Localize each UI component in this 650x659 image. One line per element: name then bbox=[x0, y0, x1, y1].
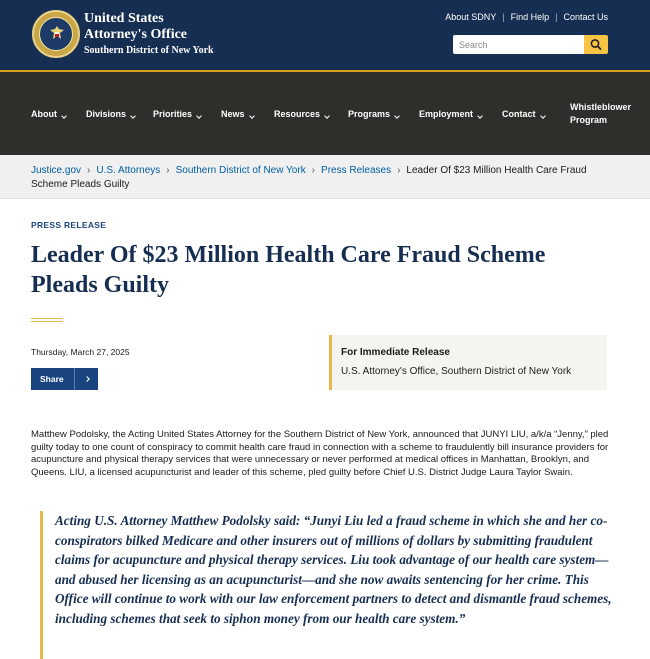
share-label: Share bbox=[40, 374, 64, 384]
nav-item-about[interactable] bbox=[31, 72, 66, 155]
breadcrumb-sdny[interactable]: Southern District of New York bbox=[175, 165, 306, 176]
nav-label: Priorities bbox=[153, 108, 193, 119]
chevron-down-icon bbox=[540, 113, 546, 119]
article-kicker: PRESS RELEASE bbox=[31, 220, 107, 230]
main-nav bbox=[0, 72, 650, 155]
chevron-down-icon bbox=[394, 113, 400, 119]
nav-item-divisions[interactable] bbox=[86, 72, 135, 155]
nav-label: Divisions bbox=[86, 108, 127, 119]
agency-name[interactable] bbox=[84, 11, 214, 59]
publish-date: Thursday, March 27, 2025 bbox=[31, 347, 130, 357]
release-heading: For Immediate Release bbox=[341, 347, 450, 358]
utility-links bbox=[445, 12, 608, 22]
agency-name-line1: United States bbox=[84, 11, 164, 26]
quote-text: Acting U.S. Attorney Matthew Podolsky said: “Junyi Liu led a fraud scheme in which she and her co-conspirators bilked Medicare and other insurers out of millions of dollars by submitting fraudulent claims for acupuncture and physical therapy services. Liu took advantage of our health care system—and abused her licensing as an acupuncturist—and she now awaits sentencing for her crime. This Office will continue to work with our law enforcement partners to detect and dismantle fraud schemes, including schemes that seek to siphon money from our health care system.” bbox=[55, 513, 612, 626]
breadcrumb-separator: › bbox=[311, 165, 316, 176]
nav-item-news[interactable] bbox=[221, 72, 254, 155]
nav-item-resources[interactable] bbox=[274, 72, 329, 155]
site-header bbox=[0, 0, 650, 70]
about-sdny-link[interactable]: About SDNY bbox=[445, 12, 497, 22]
doj-seal-logo[interactable] bbox=[32, 10, 80, 58]
nav-item-programs[interactable] bbox=[348, 72, 399, 155]
search-button[interactable] bbox=[584, 35, 608, 54]
nav-label: Resources bbox=[274, 108, 321, 119]
find-help-link[interactable]: Find Help bbox=[510, 12, 550, 22]
chevron-down-icon bbox=[130, 113, 136, 119]
separator: | bbox=[555, 12, 558, 22]
breadcrumb-separator: › bbox=[397, 165, 401, 176]
eagle-icon bbox=[49, 25, 65, 43]
breadcrumb-us-attorneys[interactable]: U.S. Attorneys bbox=[96, 165, 161, 176]
breadcrumb-separator: › bbox=[166, 165, 170, 176]
separator: | bbox=[502, 12, 505, 22]
chevron-right-icon bbox=[75, 377, 98, 381]
release-info-box bbox=[329, 335, 607, 390]
nav-label: News bbox=[221, 108, 245, 119]
nav-label: Programs bbox=[348, 108, 391, 119]
chevron-down-icon bbox=[196, 113, 202, 119]
chevron-down-icon bbox=[249, 113, 255, 119]
breadcrumb-current: Leader Of $23 Million Health Care Fraud Scheme Pleads Guilty bbox=[31, 165, 587, 190]
nav-label-line2: Program bbox=[570, 114, 608, 125]
breadcrumb-separator: › bbox=[87, 165, 91, 176]
chevron-down-icon bbox=[324, 113, 330, 119]
breadcrumb bbox=[0, 155, 650, 199]
article-quote bbox=[40, 511, 620, 659]
search-icon bbox=[584, 35, 608, 54]
page-title: Leader Of $23 Million Health Care Fraud Scheme Pleads Guilty bbox=[31, 242, 546, 298]
nav-label-line1: Whistleblower bbox=[570, 101, 632, 112]
agency-name-line2: Attorney's Office bbox=[84, 27, 188, 42]
site-search bbox=[453, 35, 608, 54]
share-button[interactable] bbox=[31, 368, 98, 390]
nav-label: Contact bbox=[502, 108, 536, 119]
search-input[interactable] bbox=[453, 35, 584, 54]
breadcrumb-justice-gov[interactable]: Justice.gov bbox=[31, 165, 82, 176]
title-divider bbox=[31, 318, 63, 322]
chevron-down-icon bbox=[477, 113, 483, 119]
nav-item-whistleblower-program[interactable] bbox=[570, 72, 631, 155]
chevron-down-icon bbox=[61, 113, 67, 119]
contact-us-link[interactable]: Contact Us bbox=[563, 12, 608, 22]
nav-item-contact[interactable] bbox=[502, 72, 545, 155]
release-source: U.S. Attorney's Office, Southern District of New York bbox=[341, 366, 572, 377]
nav-label: About bbox=[31, 108, 57, 119]
article-body-paragraph: Matthew Podolsky, the Acting United States Attorney for the Southern District of New York, announced that JUNYI LIU, a/k/a “Jenny,” pled guilty today to one count of conspiracy to commit health care fraud in connection with a scheme to fraudulently bill insurance providers for acupuncture and physical therapy services that were unnecessary or never performed at medical offices in Manhattan, Brooklyn, and Queens. LIU, a licensed acupuncturist and leader of this scheme, pled guilty before Chief U.S. District Judge Laura Taylor Swain. bbox=[31, 429, 609, 479]
nav-item-priorities[interactable] bbox=[153, 72, 201, 155]
breadcrumb-press-releases[interactable]: Press Releases bbox=[321, 165, 392, 176]
agency-name-district: Southern District of New York bbox=[84, 45, 214, 56]
nav-label: Employment bbox=[419, 108, 474, 119]
nav-item-employment[interactable] bbox=[419, 72, 482, 155]
